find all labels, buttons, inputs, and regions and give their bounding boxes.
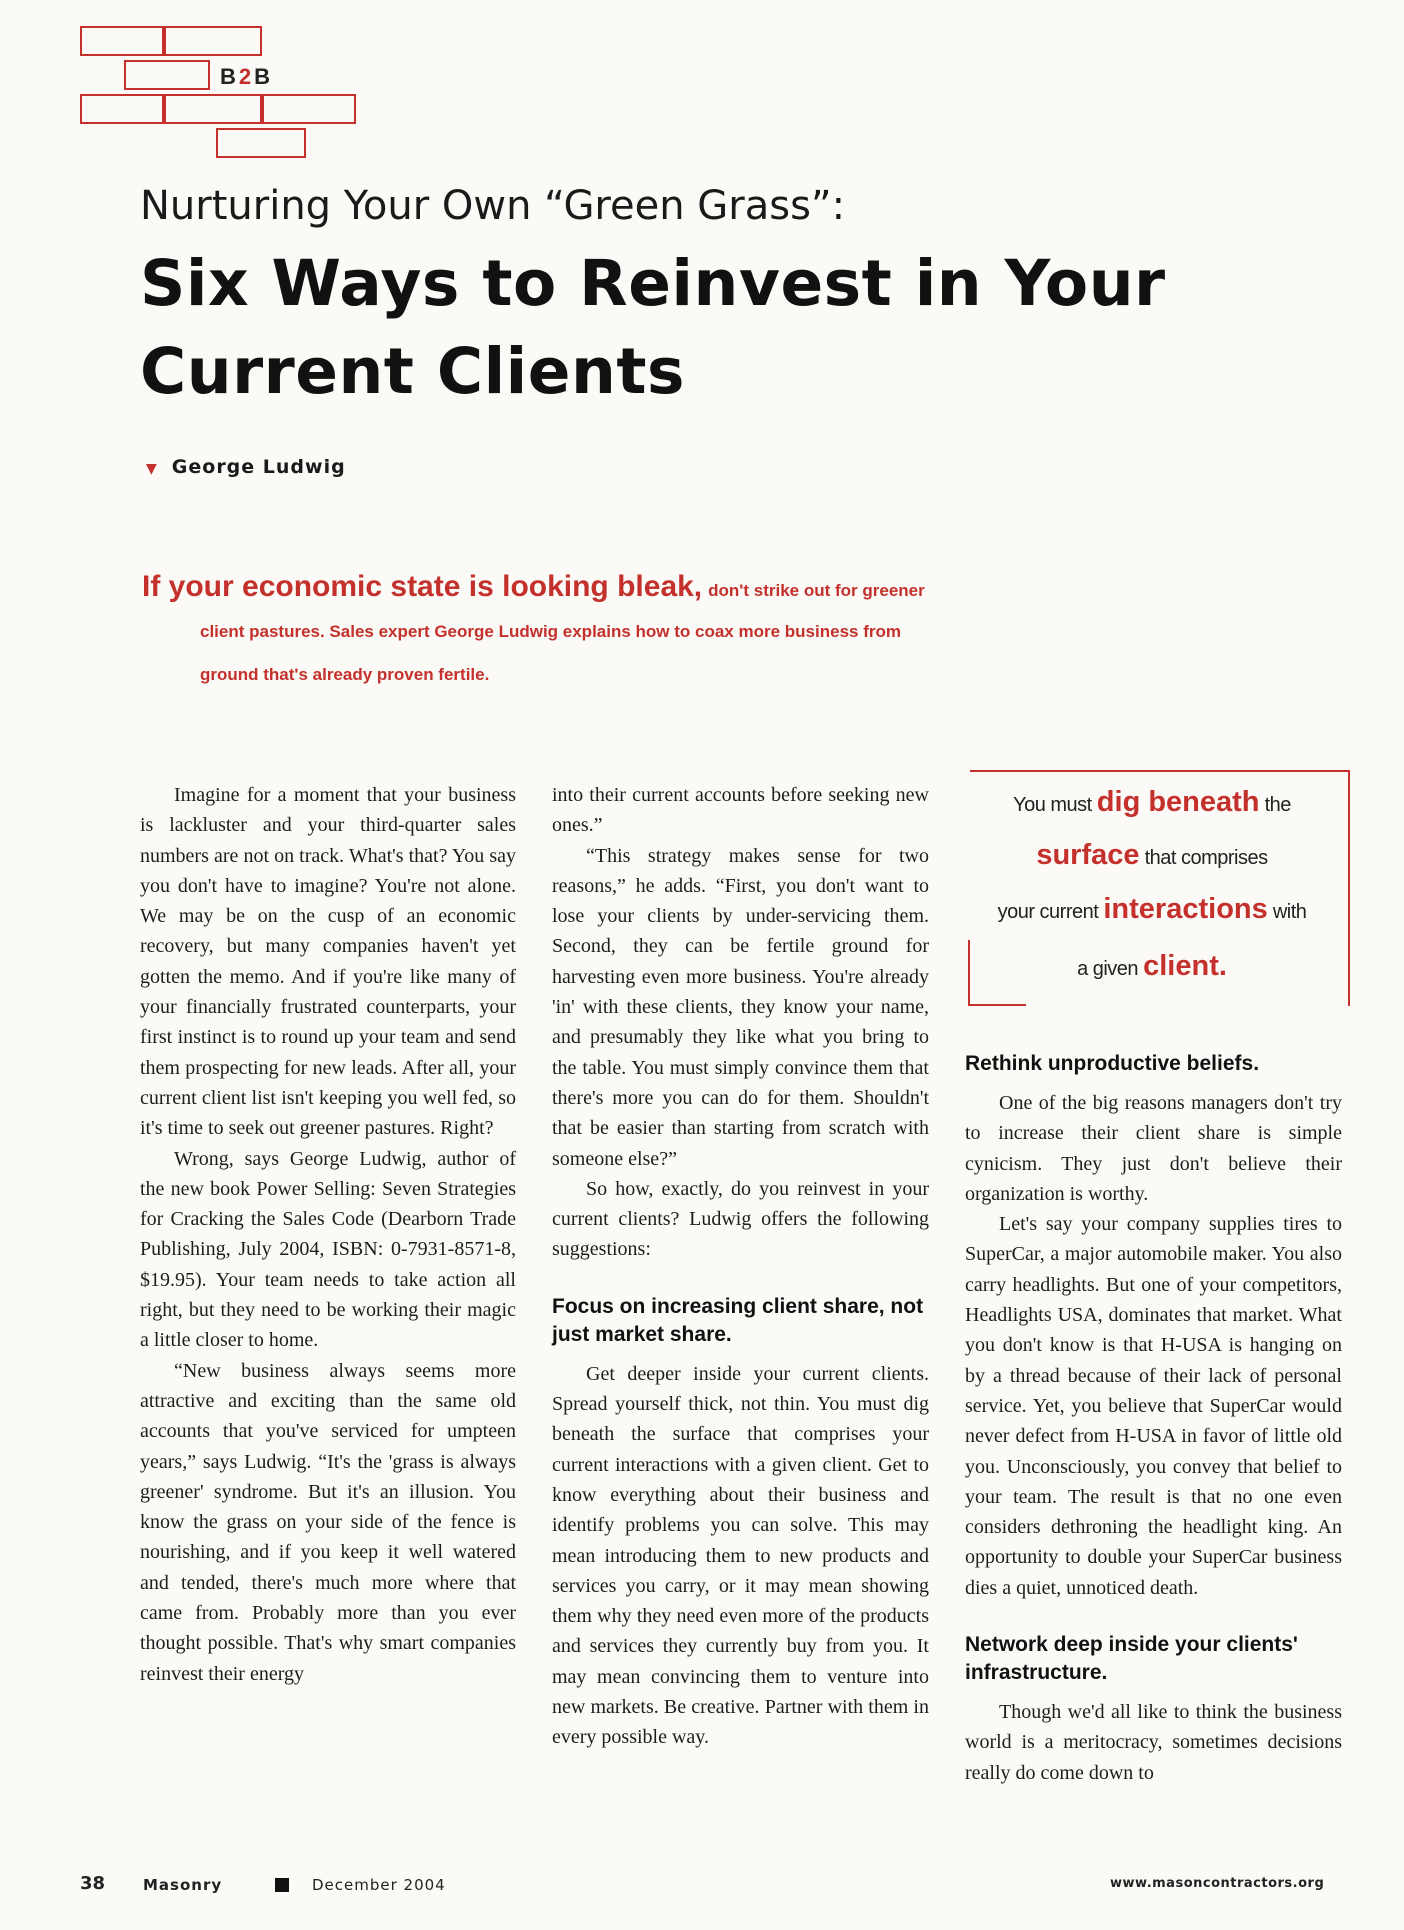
triangle-down-icon: ▼ <box>146 461 158 477</box>
website-url: www.masoncontractors.org <box>1110 1876 1325 1891</box>
section-heading: Focus on increasing client share, not just market share. <box>552 1294 924 1346</box>
paragraph: “This strategy makes sense for two reasons,” he adds. “First, you don't want to lose your clients by under-servicing them. Second, they can be fertile ground for harvesting even more business. You're already 'in' with these clients, they know your name, and presumably they like what you bring to the table. You must simply convince them that there's more you can do for them. Shouldn't that be easier than starting from scratch with someone else?” <box>552 844 929 1170</box>
article-column-1 <box>140 780 516 1689</box>
article-column-2 <box>552 780 929 1753</box>
pull-quote-line: your current interactions with <box>997 893 1307 925</box>
deck-line: ground that's already proven fertile. <box>200 665 490 684</box>
pre-title: Nurturing Your Own “Green Grass”: <box>140 183 846 229</box>
paragraph: Imagine for a moment that your business is lackluster and your third-quarter sales numbers are not on track. What's that? You say you don't have to imagine? You're not alone. We may be on the cusp of an economic recovery, but many companies haven't yet gotten the memo. And if you're like many of your financially frustrated counterparts, your first instinct is to round up your team and send them prospecting for new leads. After all, your current client list isn't keeping you well fed, so it's time to seek out greener pastures. Right? <box>140 784 516 1140</box>
paragraph: Get deeper inside your current clients. Spread yourself thick, not thin. You must dig beneath the surface that comprises your current interactions with a given client. Get to know everything about their business and identify problems you can solve. This may mean introducing them to new products and services you carry, or it may mean showing them why they need even more of the products and services they currently buy from you. It may mean convincing them to venture into new markets. Be creative. Partner with them in every possible way. <box>552 1362 929 1749</box>
brick <box>124 60 210 90</box>
pull-quote-line: You must dig beneath the <box>1013 786 1291 818</box>
square-icon <box>275 1878 289 1892</box>
title-line: Current Clients <box>140 335 685 408</box>
deck-line: client pastures. Sales expert George Ludwig explains how to coax more business from <box>200 622 901 641</box>
pull-quote-line: surface that comprises <box>1036 839 1268 871</box>
paragraph: One of the big reasons managers don't try to increase their client share is simple cynicism. They just don't believe their organization is worthy. <box>965 1092 1342 1205</box>
paragraph: Though we'd all like to think the business world is a meritocracy, sometimes decisions really do come down to <box>965 1701 1342 1784</box>
byline <box>146 456 346 478</box>
paragraph: “New business always seems more attractive and exciting than the same old accounts that you've serviced for umpteen years,” says Ludwig. “It's the 'grass is always greener' syndrome. But it's an illusion. You know the grass on your side of the fence is nourishing, and if you keep it well watered and tended, there's much more where that came from. Probably more than you ever thought possible. That's why smart companies reinvest their energy <box>140 1359 516 1685</box>
paragraph: into their current accounts before seeking new ones.” <box>552 784 929 837</box>
deck-lead: If your economic state is looking bleak, don't strike out for greener <box>142 570 925 603</box>
title-line: Six Ways to Reinvest in Your <box>140 247 1166 320</box>
brick <box>164 94 262 124</box>
page-title <box>140 240 1290 416</box>
magazine-name: Masonry <box>143 1876 223 1894</box>
paragraph: Wrong, says George Ludwig, author of the new book Power Selling: Seven Strategies for Cracking the Sales Code (Dearborn Trade Publishing, July 2004, ISBN: 0-7931-8571-8, $19.95). Your team needs to take action all right, but they need to be working their magic a little closer to home. <box>140 1147 516 1352</box>
author-name: George Ludwig <box>171 456 346 478</box>
section-heading: Network deep inside your clients' infrastructure. <box>965 1633 1298 1685</box>
issue-date: December 2004 <box>312 1876 446 1894</box>
brick <box>262 94 356 124</box>
section-logo-text: B2B <box>220 64 274 89</box>
pull-quote-line: a given client. <box>1077 950 1227 982</box>
page-number: 38 <box>80 1873 106 1894</box>
paragraph: So how, exactly, do you reinvest in your current clients? Ludwig offers the following suggestions: <box>552 1177 929 1261</box>
brick <box>164 26 262 56</box>
article-column-3 <box>965 1050 1342 1788</box>
brick <box>216 128 306 158</box>
section-heading: Rethink unproductive beliefs. <box>965 1052 1260 1075</box>
paragraph: Let's say your company supplies tires to SuperCar, a major automobile maker. You also carry headlights. But one of your competitors, Headlights USA, dominates that market. What you don't know is that H-USA is hanging on by a thread because of their lack of personal service. Yet, you believe that SuperCar would never defect from H-USA in favor of little old you. Unconsciously, you convey that belief to your team. The result is that no one even considers dethroning the headlight king. An opportunity to double your SuperCar business dies a quiet, unnoticed death. <box>965 1213 1342 1599</box>
brick <box>80 94 164 124</box>
brick <box>80 26 164 56</box>
